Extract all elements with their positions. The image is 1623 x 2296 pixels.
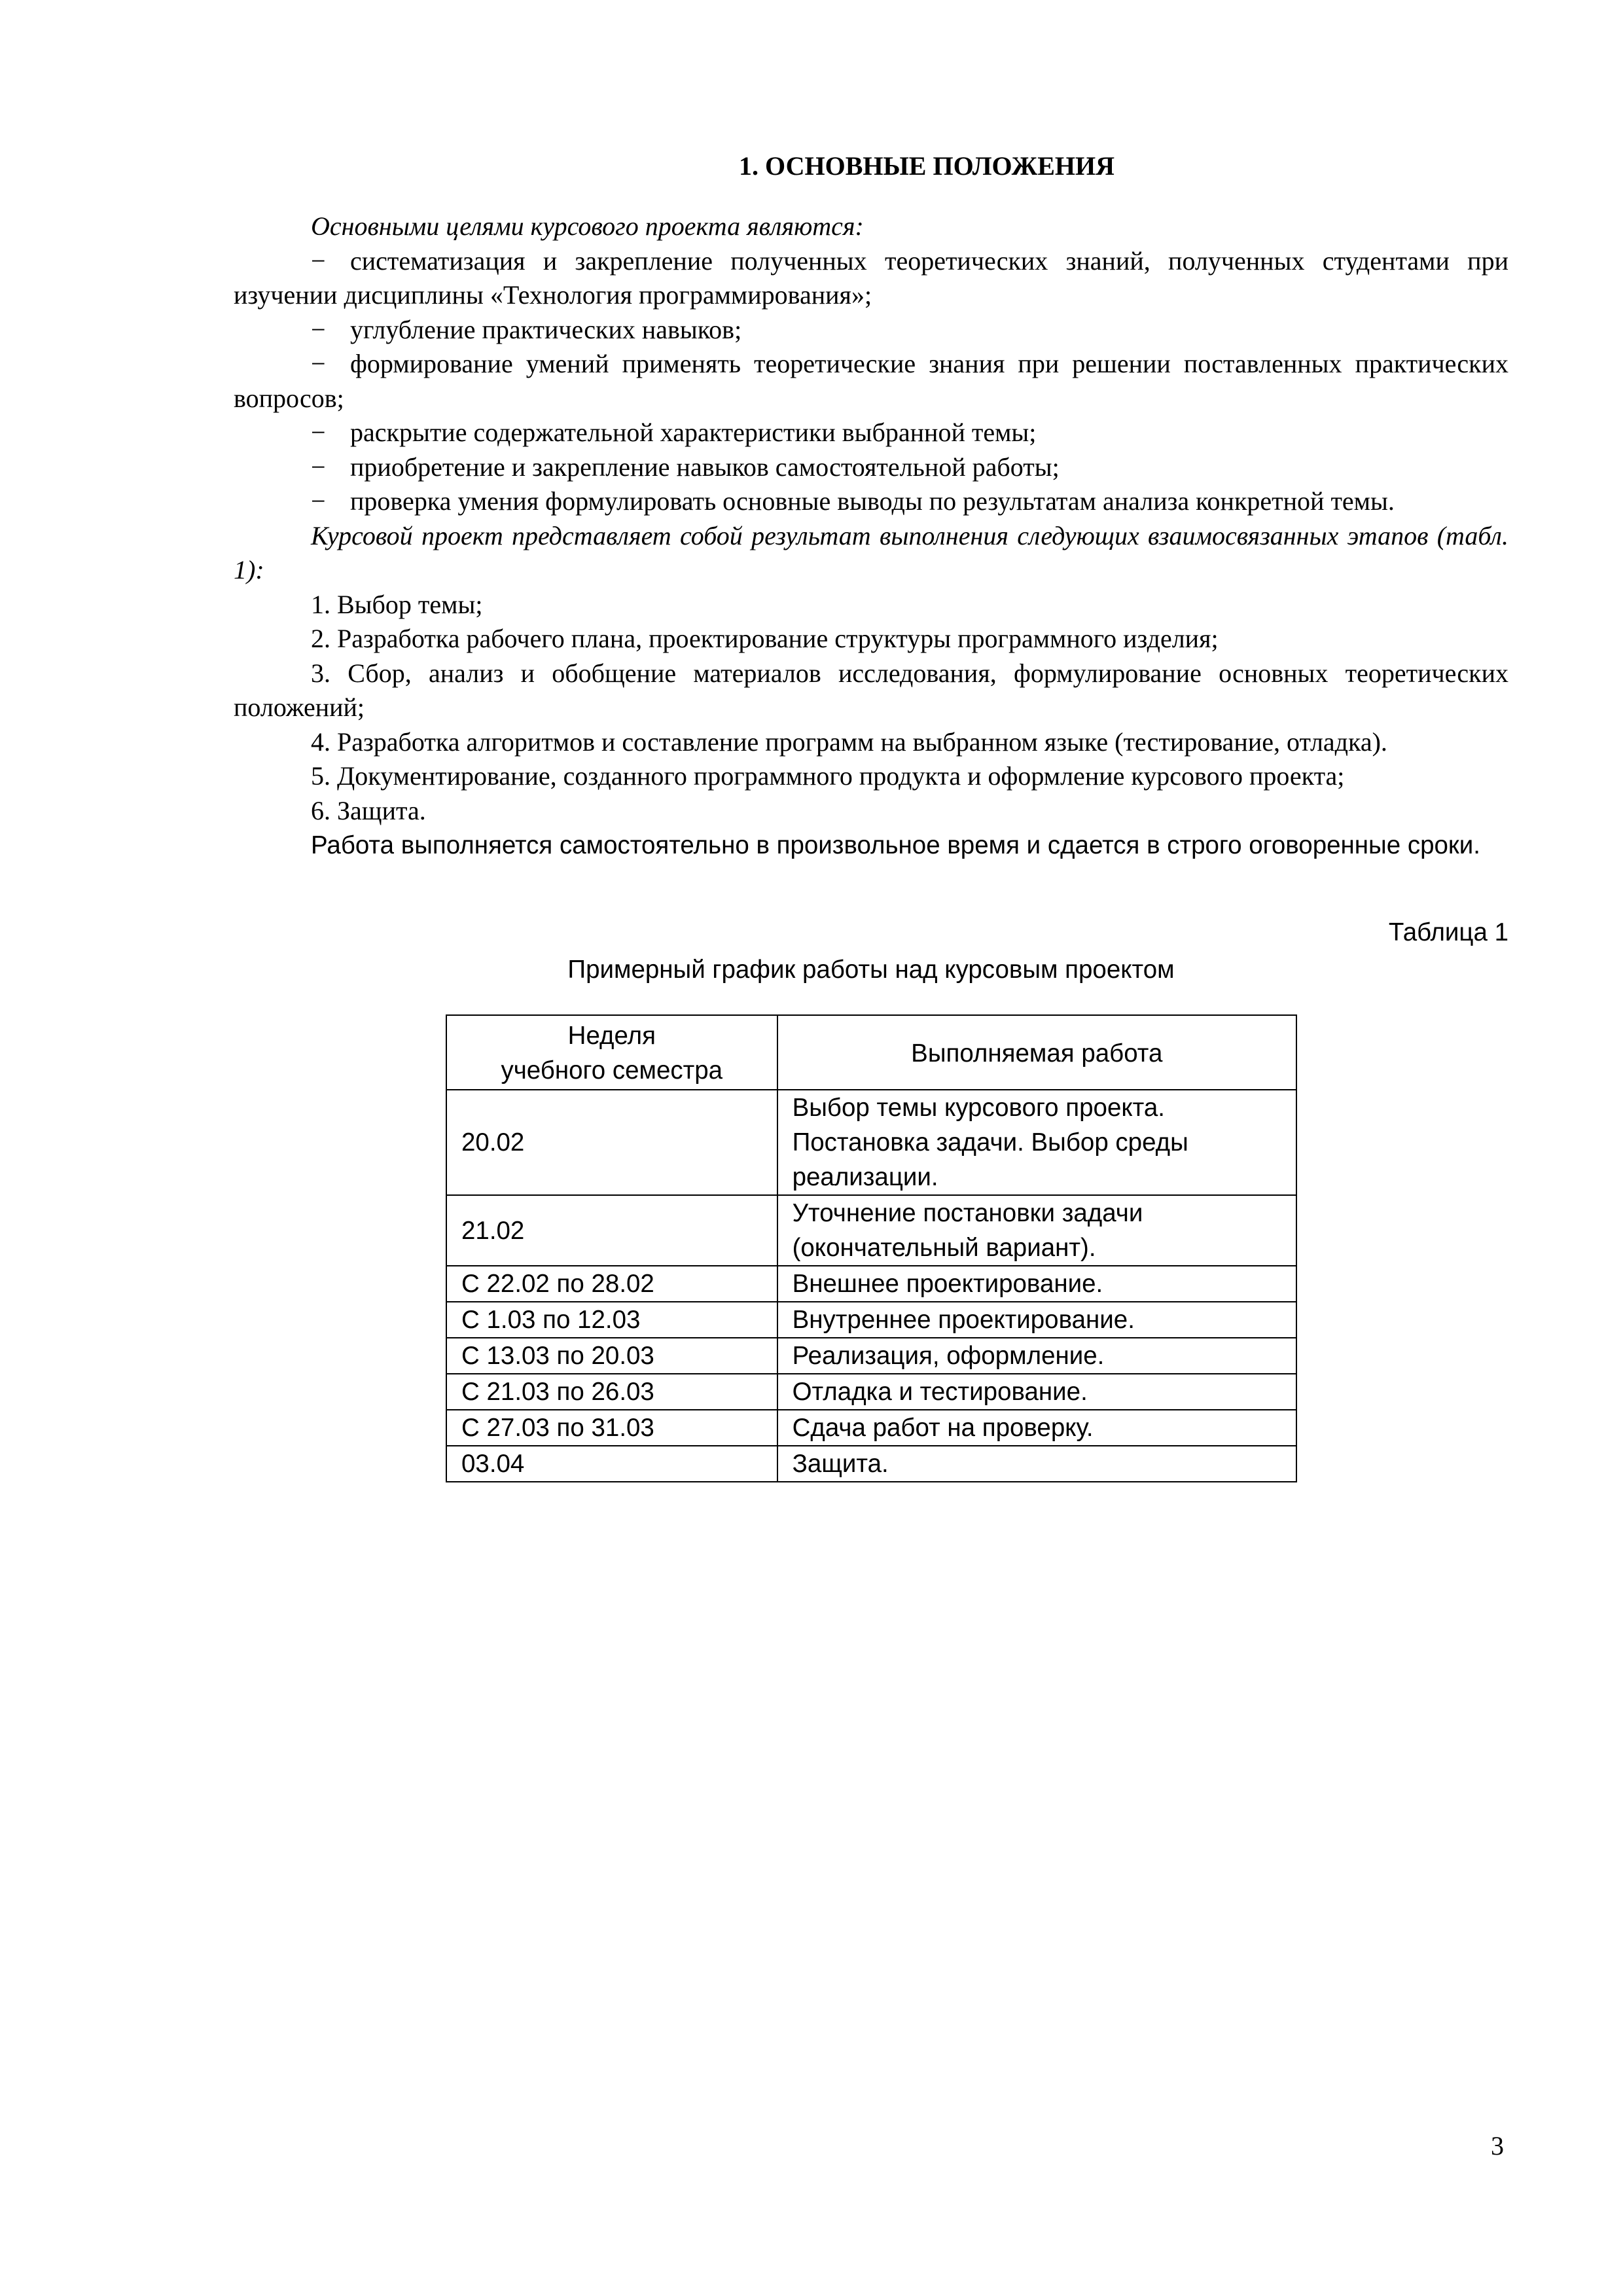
- stages-list: [234, 588, 1508, 829]
- work-cell: Сдача работ на проверку.: [777, 1410, 1296, 1446]
- goal-item: − формирование умений применять теоретические знания при решении поставленных практических вопросов;: [234, 347, 1508, 416]
- table-row: [446, 1302, 1296, 1338]
- stage-item: 4. Разработка алгоритмов и составление программ на выбранном языке (тестирование, отладка).: [311, 726, 1387, 757]
- week-cell: С 27.03 по 31.03: [446, 1410, 777, 1446]
- week-cell: С 13.03 по 20.03: [446, 1338, 777, 1374]
- stage-item: 6. Защита.: [311, 795, 426, 825]
- week-cell: С 21.03 по 26.03: [446, 1374, 777, 1410]
- work-cell: Реализация, оформление.: [777, 1338, 1296, 1374]
- work-cell: Внутреннее проектирование.: [777, 1302, 1296, 1338]
- work-cell: Выбор темы курсового проекта. Постановка задачи. Выбор среды реализации.: [777, 1090, 1296, 1195]
- header-week: Неделя учебного семестра: [446, 1015, 777, 1090]
- page-content: [234, 149, 1508, 1482]
- week-cell: С 22.02 по 28.02: [446, 1266, 777, 1302]
- stage-item: 1. Выбор темы;: [311, 589, 483, 619]
- stages-intro: Курсовой проект представляет собой результат выполнения следующих взаимосвязанных этапов (табл. 1):: [234, 520, 1508, 584]
- dash-bullet: −: [311, 245, 326, 276]
- work-cell: Уточнение постановки задачи (окончательный вариант).: [777, 1195, 1296, 1266]
- page-number: 3: [1491, 2131, 1504, 2161]
- work-cell: Внешнее проектирование.: [777, 1266, 1296, 1302]
- table-row: [446, 1266, 1296, 1302]
- dash-bullet: −: [311, 418, 326, 447]
- schedule-table: [446, 1014, 1297, 1482]
- dash-bullet: −: [311, 486, 326, 516]
- work-cell: Отладка и тестирование.: [777, 1374, 1296, 1410]
- table-row: [446, 1338, 1296, 1374]
- section-heading: 1. ОСНОВНЫЕ ПОЛОЖЕНИЯ: [739, 151, 1115, 181]
- week-cell: 03.04: [446, 1446, 777, 1482]
- goal-item: − углубление практических навыков;: [234, 313, 1508, 348]
- table-title: Примерный график работы над курсовым проектом: [567, 956, 1175, 984]
- dash-bullet: −: [311, 452, 326, 482]
- stage-item: 3. Сбор, анализ и обобщение материалов исследования, формулирование основных теоретических положений;: [234, 658, 1508, 722]
- week-cell: 21.02: [446, 1195, 777, 1266]
- table-row: [446, 1374, 1296, 1410]
- table-row: [446, 1446, 1296, 1482]
- goals-intro: Основными целями курсового проекта являются:: [311, 211, 864, 241]
- week-cell: 20.02: [446, 1090, 777, 1195]
- deadline-note: Работа выполняется самостоятельно в произвольное время и сдается в строго оговоренные сроки.: [311, 831, 1480, 859]
- header-work: Выполняемая работа: [777, 1015, 1296, 1090]
- dash-bullet: −: [311, 349, 326, 378]
- goal-item: − приобретение и закрепление навыков самостоятельной работы;: [234, 450, 1508, 485]
- table-row: [446, 1410, 1296, 1446]
- goal-item: − систематизация и закрепление полученных теоретических знаний, полученных студентами при изучении дисциплины «Технология программирования»;: [234, 244, 1508, 313]
- goal-item: − проверка умения формулировать основные выводы по результатам анализа конкретной темы.: [234, 484, 1508, 519]
- table-label: Таблица 1: [1388, 918, 1508, 946]
- table-row: [446, 1090, 1296, 1195]
- goal-item: − раскрытие содержательной характеристики выбранной темы;: [234, 416, 1508, 450]
- table-header-row: [446, 1015, 1296, 1090]
- goals-list: [234, 244, 1508, 519]
- work-cell: Защита.: [777, 1446, 1296, 1482]
- stage-item: 2. Разработка рабочего плана, проектирование структуры программного изделия;: [311, 624, 1219, 653]
- dash-bullet: −: [311, 314, 326, 344]
- stage-item: 5. Документирование, созданного программного продукта и оформление курсового проекта;: [311, 761, 1345, 791]
- table-row: [446, 1195, 1296, 1266]
- week-cell: С 1.03 по 12.03: [446, 1302, 777, 1338]
